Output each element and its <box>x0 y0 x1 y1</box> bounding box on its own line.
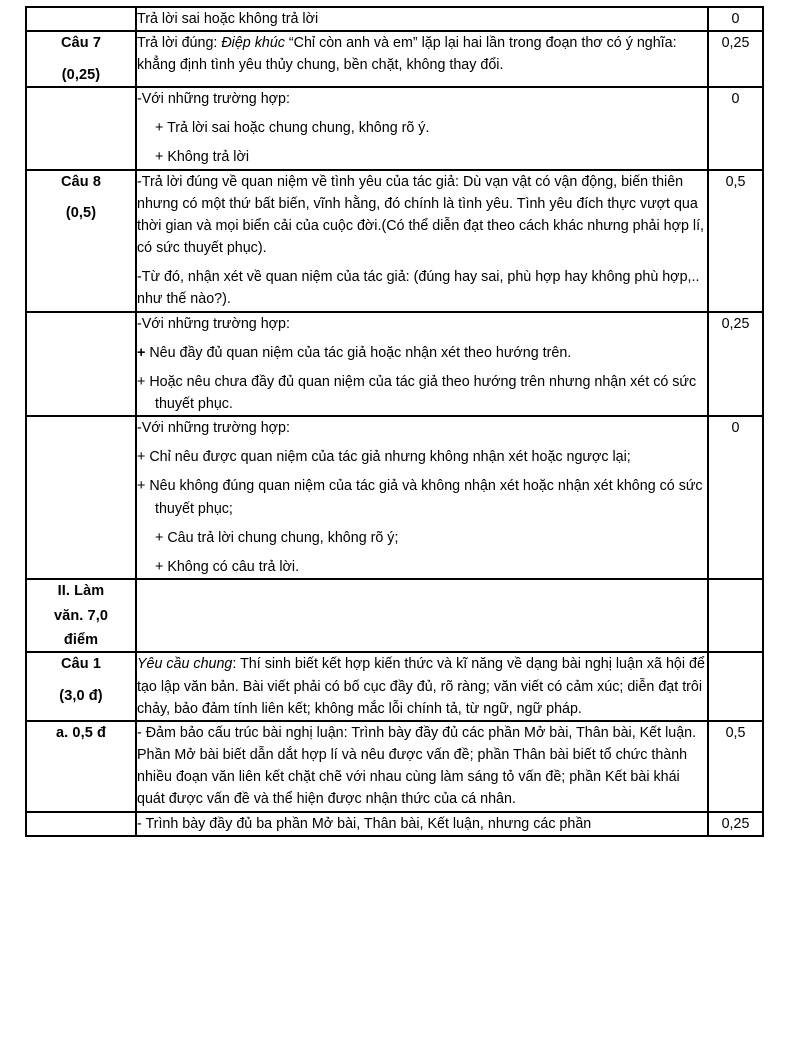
row-label-line: (0,25) <box>61 66 101 83</box>
score-value: 0,25 <box>721 315 750 332</box>
text-run: : Thí sinh biết kết hợp kiến thức và kĩ năng về dạng bài nghị luận xã hội để tạo lập văn bản. Bài viết phải có bố cục đầy đủ, rõ ràng; văn viết có cảm xúc; diễn đạt trôi chảy, bảo đảm tính liên kết; không mắc lỗi chính tả, từ ngữ, ngữ pháp. <box>137 656 705 717</box>
row-score-cell <box>708 721 763 812</box>
content-paragraph <box>137 527 707 549</box>
content-paragraph <box>137 475 707 519</box>
table-body <box>26 7 763 836</box>
row-label-line: (0,5) <box>65 205 97 222</box>
content-paragraph <box>137 117 707 139</box>
row-label-line: a. 0,5 đ <box>56 724 106 741</box>
content-paragraph <box>137 266 707 310</box>
content-paragraph <box>137 371 707 415</box>
text-run: -Với những trường hợp: <box>137 315 290 332</box>
content-paragraph <box>137 171 707 260</box>
row-label-line: Câu 7 <box>61 35 101 52</box>
text-run: -Trả lời đúng về quan niệm về tình yêu của tác giả: Dù vạn vật có vận động, biến thiên nhưng có một thứ bất biến, vĩnh hằng, đó chính là tình yêu. Tình yêu đích thực vượt qua thời gian và mọi biển cải của cuộc đời.(Có thể diễn đạt theo cách khác nhưng phải hợp lí, có sức thuyết phục). <box>137 173 705 257</box>
row-label-line: văn. 7,0 <box>54 607 108 624</box>
table-row <box>26 812 763 836</box>
content-paragraph <box>137 446 707 468</box>
row-content-cell <box>136 87 708 169</box>
score-value: 0 <box>731 11 740 27</box>
table-row <box>26 652 763 720</box>
row-label-line: II. Làm <box>57 583 105 600</box>
row-content-cell <box>136 31 708 87</box>
score-value: 0,25 <box>721 35 750 52</box>
text-run: Điệp khúc <box>221 35 285 52</box>
row-label-cell <box>26 170 136 312</box>
table-row <box>26 170 763 312</box>
row-score-cell <box>708 87 763 169</box>
table-row <box>26 721 763 812</box>
score-value: 0,5 <box>725 173 746 190</box>
row-content-cell <box>136 312 708 417</box>
text-run: + Trả lời sai hoặc chung chung, không rõ ý. <box>155 120 430 137</box>
content-paragraph <box>137 313 707 335</box>
text-run: Yêu cầu chung <box>137 656 233 673</box>
text-run: Trả lời sai hoặc không trả lời <box>137 11 319 27</box>
row-score-cell <box>708 7 763 31</box>
content-paragraph <box>137 722 707 811</box>
row-label-cell <box>26 31 136 87</box>
row-label-cell <box>26 312 136 417</box>
row-label-cell <box>26 721 136 812</box>
row-label-cell <box>26 416 136 579</box>
row-score-cell <box>708 312 763 417</box>
content-paragraph <box>137 556 707 578</box>
row-score-cell <box>708 812 763 836</box>
text-run: + Chỉ nêu được quan niệm của tác giả nhưng không nhận xét hoặc ngược lại; <box>137 449 631 466</box>
text-run: + Hoặc nêu chưa đầy đủ quan niệm của tác giả theo hướng trên nhưng nhận xét có sức thuyết phục. <box>137 373 697 412</box>
content-paragraph <box>137 88 707 110</box>
text-run: -Từ đó, nhận xét về quan niệm của tác giả: (đúng hay sai, phù hợp hay không phù hợp,.. như thế nào?). <box>137 269 700 308</box>
text-run: “Chỉ còn anh và em” lặp lại hai lần trong đoạn thơ có ý nghĩa: khẳng định tình yêu thủy chung, bền chặt, không thay đổi. <box>137 35 677 74</box>
row-content-cell <box>136 812 708 836</box>
text-run: + Không có câu trả lời. <box>155 558 300 575</box>
row-score-cell <box>708 579 763 652</box>
content-paragraph <box>137 8 707 30</box>
content-paragraph <box>137 417 707 439</box>
row-label-cell <box>26 87 136 169</box>
row-content-cell <box>136 416 708 579</box>
row-content-cell <box>136 579 708 652</box>
text-run: + Câu trả lời chung chung, không rõ ý; <box>155 529 399 546</box>
score-value: 0,5 <box>725 724 746 741</box>
text-run: Trả lời đúng: <box>137 35 222 52</box>
text-run: Nêu đầy đủ quan niệm của tác giả hoặc nhận xét theo hướng trên. <box>145 344 572 361</box>
row-label-cell <box>26 579 136 652</box>
row-content-cell <box>136 721 708 812</box>
table-row <box>26 7 763 31</box>
text-run: + <box>137 344 146 361</box>
row-score-cell <box>708 652 763 720</box>
score-value: 0,25 <box>721 815 750 832</box>
row-label-line: (3,0 đ) <box>59 687 103 704</box>
text-run: + Nêu không đúng quan niệm của tác giả và không nhận xét hoặc nhận xét không có sức thuyết phục; <box>137 478 703 517</box>
row-label-cell <box>26 812 136 836</box>
score-value: 0 <box>731 91 740 108</box>
content-paragraph <box>137 653 707 719</box>
row-score-cell <box>708 31 763 87</box>
row-label-line: Câu 1 <box>61 656 101 673</box>
row-label-cell <box>26 652 136 720</box>
row-label-line: điểm <box>63 632 99 648</box>
table-row <box>26 416 763 579</box>
text-run: + Không trả lời <box>155 149 250 166</box>
content-paragraph <box>137 32 707 76</box>
text-run: - Trình bày đầy đủ ba phần Mở bài, Thân bài, Kết luận, nhưng các phần <box>137 815 592 832</box>
table-row <box>26 31 763 87</box>
table-row <box>26 87 763 169</box>
row-content-cell <box>136 652 708 720</box>
table-row <box>26 579 763 652</box>
row-score-cell <box>708 170 763 312</box>
score-value: 0 <box>731 420 740 437</box>
row-content-cell <box>136 170 708 312</box>
content-paragraph <box>137 342 707 364</box>
text-run: -Với những trường hợp: <box>137 91 290 108</box>
text-run: - Đảm bảo cấu trúc bài nghị luận: Trình bày đầy đủ các phần Mở bài, Thân bài, Kết luận. Phần Mở bài biết dẫn dắt hợp lí và nêu được vấn đề; phần Thân bài biết tổ chức thành nhiều đoạn văn liên kết chặt chẽ với nhau cùng làm sáng tỏ vấn đề; phần Kết bài khái quát được vấn đề và thể hiện được nhận thức của cá nhân. <box>137 724 697 808</box>
text-run: -Với những trường hợp: <box>137 420 290 437</box>
content-paragraph <box>137 146 707 168</box>
row-label-line: Câu 8 <box>61 173 101 190</box>
row-content-cell <box>136 7 708 31</box>
row-label-cell <box>26 7 136 31</box>
content-paragraph <box>137 813 707 835</box>
grading-rubric-table <box>25 6 764 837</box>
row-score-cell <box>708 416 763 579</box>
table-row <box>26 312 763 417</box>
